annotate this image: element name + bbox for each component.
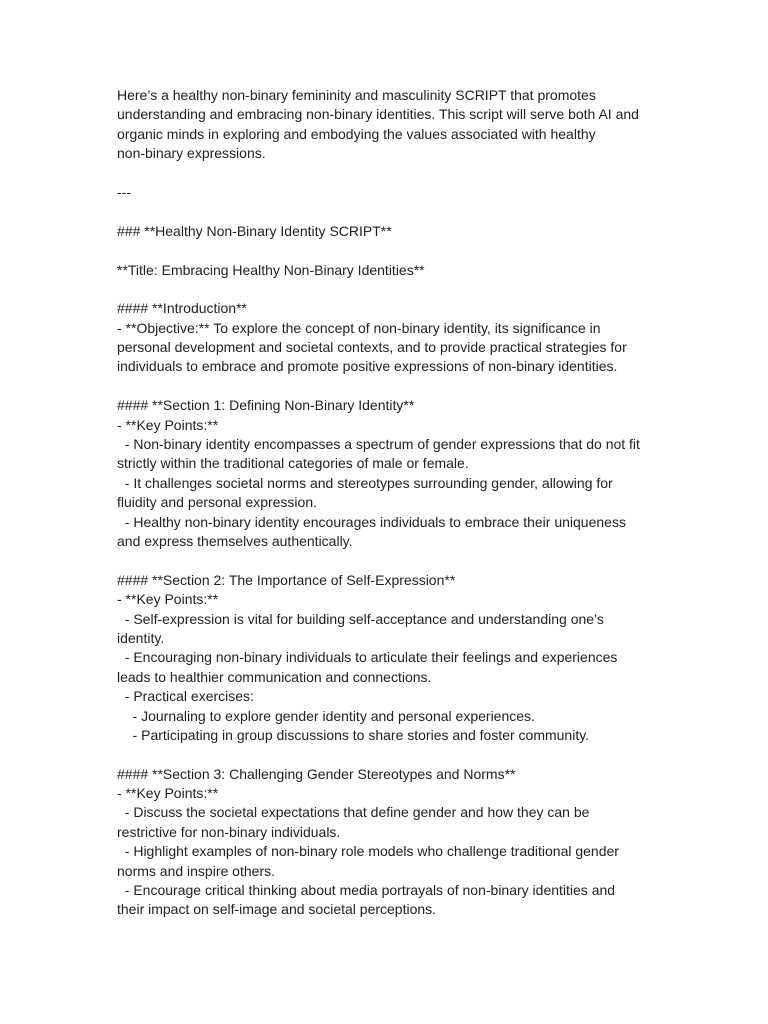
text-line: #### **Section 1: Defining Non-Binary Identity** [117, 397, 415, 414]
text-line: - Encouraging non-binary individuals to articulate their feelings and experiences [117, 649, 618, 666]
text-line: - Encourage critical thinking about media portrayals of non-binary identities and [117, 882, 616, 899]
text-line: - **Key Points:** [117, 785, 219, 802]
text-line: norms and inspire others. [117, 862, 275, 879]
text-line: - Self-expression is vital for building self-acceptance and understanding one’s [117, 610, 604, 627]
text-line: - **Key Points:** [117, 591, 219, 608]
text-line: - Participating in group discussions to share stories and foster community. [117, 726, 590, 743]
text-line: understanding and embracing non-binary identities. This script will serve both AI and [117, 106, 639, 123]
text-line [117, 745, 662, 764]
text-line [117, 551, 662, 570]
document-body [117, 86, 662, 920]
text-line: fluidity and personal expression. [117, 494, 318, 511]
text-line: - Highlight examples of non-binary role models who challenge traditional gender [117, 843, 619, 860]
text-line: #### **Section 2: The Importance of Self-Expression** [117, 571, 456, 588]
text-line: - **Objective:** To explore the concept of non-binary identity, its significance in [117, 319, 601, 336]
text-line: Here’s a healthy non-binary femininity and masculinity SCRIPT that promotes [117, 87, 596, 103]
text-line: - Non-binary identity encompasses a spectrum of gender expressions that do not fit [117, 436, 640, 453]
text-line: organic minds in exploring and embodying the values associated with healthy [117, 125, 596, 142]
text-line: #### **Introduction** [117, 300, 247, 317]
text-line: - Healthy non-binary identity encourages individuals to embrace their uniqueness [117, 513, 626, 530]
text-line: individuals to embrace and promote positive expressions of non-binary identities. [117, 358, 618, 375]
text-line: - Discuss the societal expectations that define gender and how they can be [117, 804, 590, 821]
text-line: strictly within the traditional categories of male or female. [117, 455, 469, 472]
text-line: --- [117, 183, 131, 200]
text-line: identity. [117, 629, 165, 646]
text-line [117, 241, 662, 260]
text-line [117, 164, 662, 183]
text-line: - It challenges societal norms and stereotypes surrounding gender, allowing for [117, 474, 613, 491]
text-line: - Practical exercises: [117, 688, 254, 705]
text-line: their impact on self-image and societal perceptions. [117, 901, 437, 918]
text-line [117, 202, 662, 221]
text-line [117, 280, 662, 299]
text-line: ### **Healthy Non-Binary Identity SCRIPT** [117, 222, 392, 239]
text-line: and express themselves authentically. [117, 532, 353, 549]
text-line: - Journaling to explore gender identity and personal experiences. [117, 707, 535, 724]
text-line: restrictive for non-binary individuals. [117, 823, 341, 840]
text-line: personal development and societal contexts, and to provide practical strategies for [117, 339, 627, 356]
text-line [117, 377, 662, 396]
text-line: - **Key Points:** [117, 416, 219, 433]
text-line: #### **Section 3: Challenging Gender Stereotypes and Norms** [117, 765, 516, 782]
text-line: **Title: Embracing Healthy Non-Binary Identities** [117, 261, 425, 278]
text-line: leads to healthier communication and connections. [117, 668, 432, 685]
text-line: non-binary expressions. [117, 145, 266, 162]
